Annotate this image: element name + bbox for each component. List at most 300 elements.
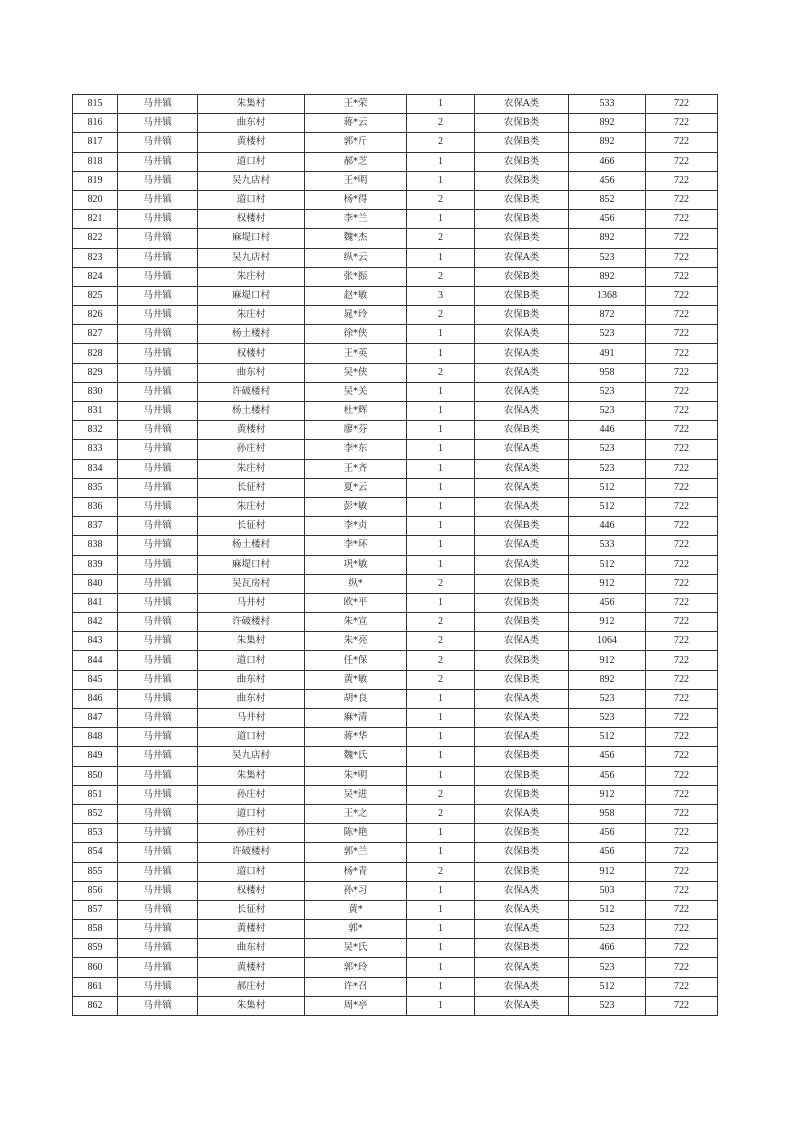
cell-category: 农保B类: [475, 421, 569, 440]
cell-standard: 722: [646, 843, 718, 862]
cell-village: 吴九店村: [198, 248, 305, 267]
cell-standard: 722: [646, 402, 718, 421]
cell-town: 马井镇: [118, 593, 198, 612]
cell-standard: 722: [646, 517, 718, 536]
cell-category: 农保B类: [475, 190, 569, 209]
table-row: [73, 920, 718, 939]
table-row: [73, 843, 718, 862]
cell-town: 马井镇: [118, 977, 198, 996]
cell-village: 朱集村: [198, 95, 305, 114]
cell-town: 马井镇: [118, 114, 198, 133]
table-row: [73, 325, 718, 344]
cell-name: 周*亭: [305, 996, 407, 1015]
table-row: [73, 152, 718, 171]
cell-standard: 722: [646, 478, 718, 497]
cell-name: 夏*云: [305, 478, 407, 497]
cell-standard: 722: [646, 363, 718, 382]
cell-village: 吴九店村: [198, 171, 305, 190]
cell-village: 曲东村: [198, 363, 305, 382]
cell-standard: 722: [646, 267, 718, 286]
cell-village: 道口村: [198, 651, 305, 670]
cell-household-size: 1: [407, 95, 475, 114]
cell-town: 马井镇: [118, 843, 198, 862]
cell-household-size: 1: [407, 958, 475, 977]
cell-category: 农保A类: [475, 363, 569, 382]
cell-household-size: 1: [407, 977, 475, 996]
cell-village: 道口村: [198, 862, 305, 881]
cell-amount: 892: [569, 267, 646, 286]
cell-standard: 722: [646, 171, 718, 190]
table-row: [73, 517, 718, 536]
cell-standard: 722: [646, 555, 718, 574]
cell-village: 朱集村: [198, 766, 305, 785]
table-row: [73, 306, 718, 325]
cell-amount: 958: [569, 804, 646, 823]
cell-category: 农保A类: [475, 382, 569, 401]
cell-category: 农保A类: [475, 709, 569, 728]
cell-town: 马井镇: [118, 728, 198, 747]
cell-serial-number: 827: [73, 325, 118, 344]
cell-category: 农保B类: [475, 939, 569, 958]
cell-serial-number: 845: [73, 670, 118, 689]
cell-name: 王*齐: [305, 459, 407, 478]
cell-town: 马井镇: [118, 248, 198, 267]
cell-name: 晁*玲: [305, 306, 407, 325]
cell-household-size: 1: [407, 766, 475, 785]
cell-town: 马井镇: [118, 286, 198, 305]
cell-name: 王*英: [305, 344, 407, 363]
cell-amount: 512: [569, 728, 646, 747]
table-row: [73, 728, 718, 747]
cell-category: 农保B类: [475, 286, 569, 305]
cell-household-size: 1: [407, 459, 475, 478]
cell-village: 黄楼村: [198, 421, 305, 440]
cell-standard: 722: [646, 536, 718, 555]
cell-household-size: 1: [407, 325, 475, 344]
cell-standard: 722: [646, 440, 718, 459]
cell-name: 蒋*华: [305, 728, 407, 747]
cell-amount: 456: [569, 171, 646, 190]
cell-household-size: 2: [407, 785, 475, 804]
cell-name: 纵*云: [305, 248, 407, 267]
table-row: [73, 670, 718, 689]
cell-category: 农保A类: [475, 344, 569, 363]
cell-household-size: 1: [407, 843, 475, 862]
cell-category: 农保B类: [475, 171, 569, 190]
cell-serial-number: 838: [73, 536, 118, 555]
cell-category: 农保A类: [475, 728, 569, 747]
cell-village: 道口村: [198, 152, 305, 171]
table-row: [73, 613, 718, 632]
cell-name: 郭*斤: [305, 133, 407, 152]
cell-town: 马井镇: [118, 766, 198, 785]
cell-serial-number: 815: [73, 95, 118, 114]
cell-amount: 503: [569, 881, 646, 900]
cell-name: 黄*敏: [305, 670, 407, 689]
cell-household-size: 1: [407, 421, 475, 440]
cell-name: 郭*玲: [305, 958, 407, 977]
table-row: [73, 958, 718, 977]
table-row: [73, 709, 718, 728]
table-row: [73, 881, 718, 900]
cell-category: 农保A类: [475, 497, 569, 516]
cell-amount: 523: [569, 325, 646, 344]
cell-village: 道口村: [198, 804, 305, 823]
cell-amount: 872: [569, 306, 646, 325]
cell-serial-number: 822: [73, 229, 118, 248]
cell-category: 农保A类: [475, 689, 569, 708]
cell-category: 农保A类: [475, 536, 569, 555]
cell-serial-number: 855: [73, 862, 118, 881]
cell-household-size: 1: [407, 939, 475, 958]
cell-name: 彭*敏: [305, 497, 407, 516]
cell-serial-number: 856: [73, 881, 118, 900]
cell-town: 马井镇: [118, 555, 198, 574]
table-row: [73, 344, 718, 363]
cell-village: 朱庄村: [198, 459, 305, 478]
cell-name: 张*振: [305, 267, 407, 286]
cell-standard: 722: [646, 574, 718, 593]
cell-amount: 523: [569, 920, 646, 939]
cell-category: 农保B类: [475, 843, 569, 862]
cell-standard: 722: [646, 229, 718, 248]
cell-household-size: 1: [407, 382, 475, 401]
cell-town: 马井镇: [118, 382, 198, 401]
cell-household-size: 1: [407, 440, 475, 459]
cell-standard: 722: [646, 670, 718, 689]
cell-amount: 892: [569, 670, 646, 689]
cell-standard: 722: [646, 152, 718, 171]
records-table-body: [73, 95, 718, 1016]
cell-town: 马井镇: [118, 171, 198, 190]
cell-standard: 722: [646, 382, 718, 401]
cell-serial-number: 842: [73, 613, 118, 632]
cell-village: 麻堤口村: [198, 555, 305, 574]
cell-village: 黄楼村: [198, 958, 305, 977]
cell-category: 农保A类: [475, 632, 569, 651]
cell-serial-number: 821: [73, 210, 118, 229]
table-row: [73, 632, 718, 651]
cell-standard: 722: [646, 881, 718, 900]
cell-category: 农保A类: [475, 440, 569, 459]
table-row: [73, 804, 718, 823]
cell-category: 农保B类: [475, 517, 569, 536]
cell-village: 孙庄村: [198, 824, 305, 843]
cell-name: 王*之: [305, 804, 407, 823]
cell-standard: 722: [646, 977, 718, 996]
cell-amount: 523: [569, 248, 646, 267]
cell-town: 马井镇: [118, 152, 198, 171]
cell-name: 吴*氏: [305, 939, 407, 958]
cell-household-size: 1: [407, 920, 475, 939]
cell-standard: 722: [646, 766, 718, 785]
cell-household-size: 1: [407, 171, 475, 190]
cell-amount: 446: [569, 421, 646, 440]
cell-village: 曲东村: [198, 939, 305, 958]
cell-serial-number: 841: [73, 593, 118, 612]
cell-household-size: 2: [407, 267, 475, 286]
cell-town: 马井镇: [118, 804, 198, 823]
cell-household-size: 1: [407, 689, 475, 708]
cell-town: 马井镇: [118, 785, 198, 804]
cell-name: 郭*兰: [305, 843, 407, 862]
cell-standard: 722: [646, 651, 718, 670]
cell-category: 农保A类: [475, 996, 569, 1015]
cell-serial-number: 849: [73, 747, 118, 766]
cell-standard: 722: [646, 785, 718, 804]
cell-category: 农保A类: [475, 459, 569, 478]
cell-town: 马井镇: [118, 670, 198, 689]
cell-standard: 722: [646, 344, 718, 363]
cell-name: 魏*杰: [305, 229, 407, 248]
cell-name: 纵*: [305, 574, 407, 593]
cell-category: 农保A类: [475, 402, 569, 421]
cell-town: 马井镇: [118, 478, 198, 497]
cell-standard: 722: [646, 325, 718, 344]
table-row: [73, 939, 718, 958]
cell-standard: 722: [646, 190, 718, 209]
cell-category: 农保A类: [475, 920, 569, 939]
cell-name: 吴*进: [305, 785, 407, 804]
cell-town: 马井镇: [118, 958, 198, 977]
cell-serial-number: 839: [73, 555, 118, 574]
cell-household-size: 1: [407, 881, 475, 900]
cell-serial-number: 829: [73, 363, 118, 382]
cell-serial-number: 833: [73, 440, 118, 459]
cell-serial-number: 844: [73, 651, 118, 670]
cell-town: 马井镇: [118, 133, 198, 152]
cell-standard: 722: [646, 613, 718, 632]
cell-serial-number: 834: [73, 459, 118, 478]
cell-serial-number: 846: [73, 689, 118, 708]
table-row: [73, 555, 718, 574]
cell-amount: 533: [569, 95, 646, 114]
cell-name: 杜*辉: [305, 402, 407, 421]
cell-household-size: 2: [407, 190, 475, 209]
cell-serial-number: 848: [73, 728, 118, 747]
cell-standard: 722: [646, 248, 718, 267]
cell-standard: 722: [646, 862, 718, 881]
cell-category: 农保A类: [475, 881, 569, 900]
cell-serial-number: 830: [73, 382, 118, 401]
cell-town: 马井镇: [118, 920, 198, 939]
cell-name: 魏*氏: [305, 747, 407, 766]
cell-category: 农保B类: [475, 766, 569, 785]
cell-household-size: 2: [407, 229, 475, 248]
cell-village: 许破楼村: [198, 382, 305, 401]
cell-town: 马井镇: [118, 190, 198, 209]
cell-village: 朱集村: [198, 996, 305, 1015]
cell-town: 马井镇: [118, 344, 198, 363]
cell-standard: 722: [646, 133, 718, 152]
cell-town: 马井镇: [118, 574, 198, 593]
cell-category: 农保B类: [475, 785, 569, 804]
cell-standard: 722: [646, 920, 718, 939]
cell-category: 农保B类: [475, 747, 569, 766]
cell-town: 马井镇: [118, 651, 198, 670]
cell-town: 马井镇: [118, 881, 198, 900]
cell-household-size: 1: [407, 478, 475, 497]
cell-village: 郝庄村: [198, 977, 305, 996]
cell-town: 马井镇: [118, 459, 198, 478]
cell-serial-number: 835: [73, 478, 118, 497]
cell-village: 杨土楼村: [198, 402, 305, 421]
cell-category: 农保B类: [475, 574, 569, 593]
cell-serial-number: 828: [73, 344, 118, 363]
table-row: [73, 766, 718, 785]
cell-village: 朱庄村: [198, 306, 305, 325]
cell-serial-number: 859: [73, 939, 118, 958]
cell-name: 李*贞: [305, 517, 407, 536]
cell-category: 农保A类: [475, 804, 569, 823]
cell-standard: 722: [646, 824, 718, 843]
cell-town: 马井镇: [118, 536, 198, 555]
cell-standard: 722: [646, 939, 718, 958]
cell-amount: 1064: [569, 632, 646, 651]
cell-amount: 456: [569, 747, 646, 766]
cell-standard: 722: [646, 306, 718, 325]
cell-name: 杨*得: [305, 190, 407, 209]
cell-standard: 722: [646, 459, 718, 478]
cell-household-size: 1: [407, 517, 475, 536]
cell-serial-number: 824: [73, 267, 118, 286]
cell-name: 廖*芬: [305, 421, 407, 440]
cell-standard: 722: [646, 804, 718, 823]
table-row: [73, 286, 718, 305]
cell-amount: 892: [569, 133, 646, 152]
cell-village: 曲东村: [198, 670, 305, 689]
table-row: [73, 210, 718, 229]
cell-amount: 466: [569, 939, 646, 958]
cell-serial-number: 858: [73, 920, 118, 939]
cell-serial-number: 832: [73, 421, 118, 440]
cell-amount: 512: [569, 497, 646, 516]
cell-name: 赵*敏: [305, 286, 407, 305]
cell-serial-number: 840: [73, 574, 118, 593]
cell-amount: 523: [569, 382, 646, 401]
cell-village: 吴九店村: [198, 747, 305, 766]
cell-amount: 512: [569, 478, 646, 497]
cell-standard: 722: [646, 689, 718, 708]
cell-town: 马井镇: [118, 306, 198, 325]
cell-household-size: 1: [407, 728, 475, 747]
cell-household-size: 2: [407, 574, 475, 593]
cell-town: 马井镇: [118, 210, 198, 229]
cell-amount: 1368: [569, 286, 646, 305]
cell-amount: 466: [569, 152, 646, 171]
cell-standard: 722: [646, 95, 718, 114]
table-row: [73, 459, 718, 478]
cell-town: 马井镇: [118, 267, 198, 286]
table-row: [73, 95, 718, 114]
cell-name: 欧*平: [305, 593, 407, 612]
cell-name: 黄*: [305, 900, 407, 919]
cell-town: 马井镇: [118, 996, 198, 1015]
cell-name: 王*明: [305, 171, 407, 190]
cell-serial-number: 854: [73, 843, 118, 862]
cell-village: 朱庄村: [198, 267, 305, 286]
cell-village: 长征村: [198, 478, 305, 497]
cell-serial-number: 831: [73, 402, 118, 421]
cell-household-size: 1: [407, 555, 475, 574]
table-row: [73, 824, 718, 843]
cell-household-size: 2: [407, 804, 475, 823]
cell-amount: 523: [569, 958, 646, 977]
cell-village: 道口村: [198, 728, 305, 747]
cell-household-size: 1: [407, 747, 475, 766]
cell-village: 马井村: [198, 709, 305, 728]
cell-standard: 722: [646, 709, 718, 728]
cell-serial-number: 817: [73, 133, 118, 152]
cell-amount: 912: [569, 651, 646, 670]
cell-standard: 722: [646, 593, 718, 612]
cell-village: 权楼村: [198, 210, 305, 229]
cell-village: 杨土楼村: [198, 536, 305, 555]
cell-amount: 523: [569, 459, 646, 478]
cell-amount: 512: [569, 977, 646, 996]
cell-town: 马井镇: [118, 229, 198, 248]
cell-serial-number: 837: [73, 517, 118, 536]
cell-household-size: 2: [407, 613, 475, 632]
cell-household-size: 1: [407, 152, 475, 171]
cell-household-size: 1: [407, 402, 475, 421]
cell-household-size: 2: [407, 363, 475, 382]
table-row: [73, 248, 718, 267]
cell-amount: 456: [569, 766, 646, 785]
cell-amount: 533: [569, 536, 646, 555]
cell-name: 麻*清: [305, 709, 407, 728]
cell-household-size: 1: [407, 344, 475, 363]
cell-category: 农保B类: [475, 114, 569, 133]
cell-name: 吴*侠: [305, 363, 407, 382]
cell-serial-number: 825: [73, 286, 118, 305]
cell-village: 孙庄村: [198, 785, 305, 804]
table-row: [73, 267, 718, 286]
cell-category: 农保B类: [475, 670, 569, 689]
cell-category: 农保B类: [475, 267, 569, 286]
cell-amount: 523: [569, 440, 646, 459]
cell-village: 长征村: [198, 517, 305, 536]
cell-name: 朱*亮: [305, 632, 407, 651]
cell-household-size: 1: [407, 248, 475, 267]
cell-village: 黄楼村: [198, 133, 305, 152]
cell-town: 马井镇: [118, 862, 198, 881]
table-row: [73, 363, 718, 382]
table-row: [73, 171, 718, 190]
cell-amount: 523: [569, 689, 646, 708]
cell-amount: 892: [569, 229, 646, 248]
cell-village: 麻堤口村: [198, 286, 305, 305]
cell-category: 农保B类: [475, 613, 569, 632]
table-row: [73, 862, 718, 881]
cell-household-size: 2: [407, 862, 475, 881]
cell-category: 农保B类: [475, 152, 569, 171]
cell-village: 许破楼村: [198, 843, 305, 862]
cell-village: 黄楼村: [198, 920, 305, 939]
cell-amount: 892: [569, 114, 646, 133]
cell-standard: 722: [646, 996, 718, 1015]
cell-household-size: 1: [407, 996, 475, 1015]
cell-village: 马井村: [198, 593, 305, 612]
table-row: [73, 402, 718, 421]
table-row: [73, 651, 718, 670]
cell-village: 道口村: [198, 190, 305, 209]
cell-town: 马井镇: [118, 939, 198, 958]
cell-category: 农保B类: [475, 133, 569, 152]
table-row: [73, 536, 718, 555]
cell-amount: 523: [569, 709, 646, 728]
cell-name: 朱*明: [305, 766, 407, 785]
